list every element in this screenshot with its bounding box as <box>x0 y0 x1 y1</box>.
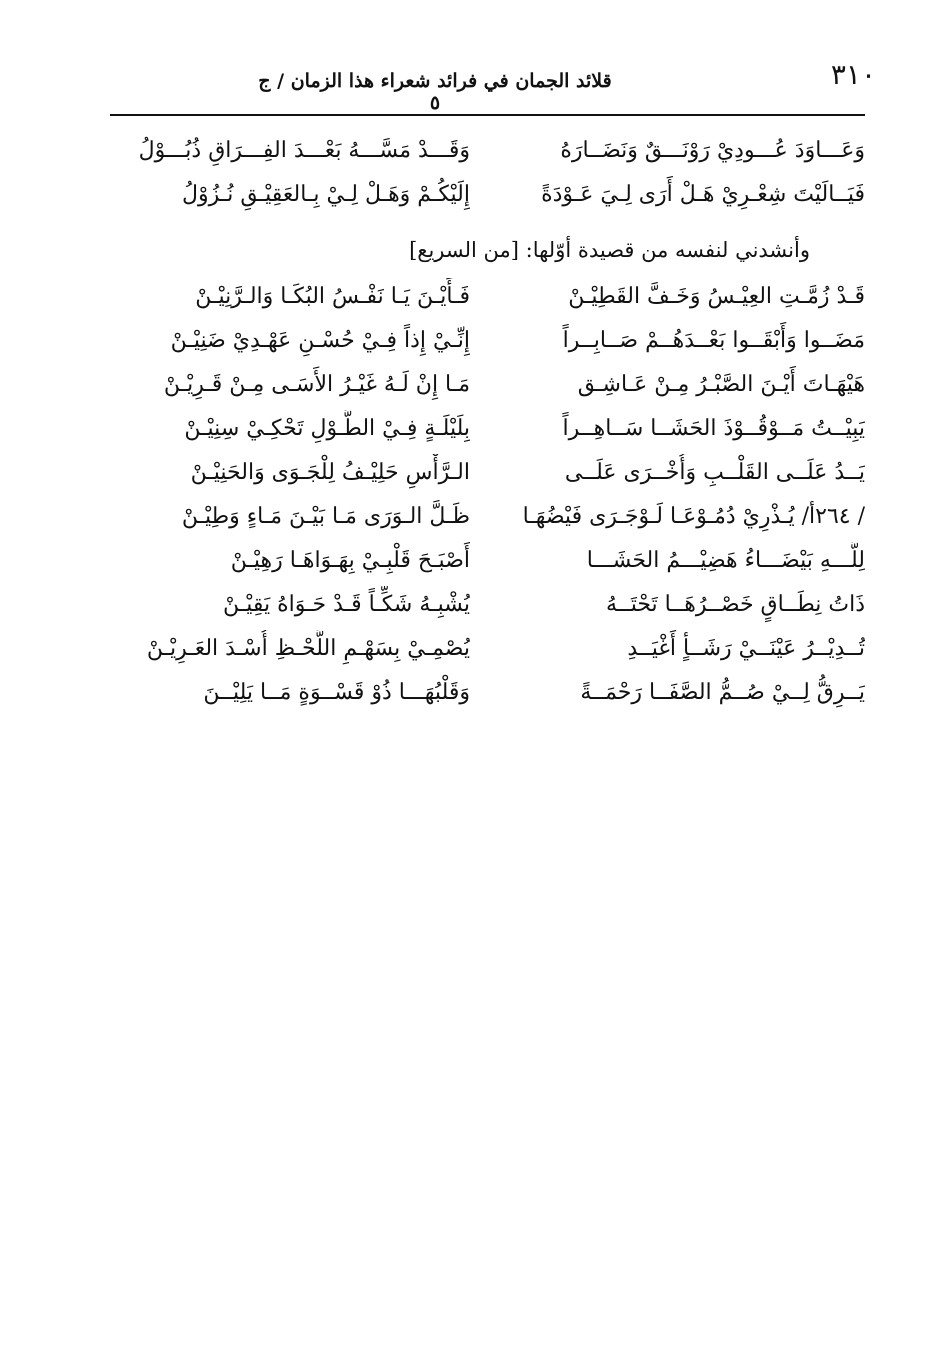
second-hemistich: بِلَيْلَـةٍ فِـيْ الطُّـوْلِ تَحْكِـيْ سِنِيْـنْ <box>184 416 470 441</box>
verse-line <box>110 366 865 404</box>
verse-line <box>110 322 865 360</box>
verse-line <box>110 586 865 624</box>
verse-line <box>110 542 865 580</box>
first-hemistich: هَيْهَـاتَ أَيْـنَ الصَّبْـرُ مِـنْ عَـاشِـق <box>577 372 865 397</box>
first-hemistich: فَيَــالَيْتَ شِعْـرِيْ هَـلْ أَرَى لِـيَ عَـوْدَةً <box>541 182 865 207</box>
second-hemistich: ظَـلَّ الـوَرَى مَـا بَيْـنَ مَـاءٍ وَطِيْـنْ <box>181 504 470 529</box>
verse-line <box>110 410 865 448</box>
page-number: ٣١٠ <box>830 58 876 91</box>
verse-line <box>110 132 865 170</box>
verse-line <box>110 454 865 492</box>
verse-line <box>110 630 865 668</box>
second-hemistich: إِلَيْكُـمْ وَهَـلْ لِـيْ بِـالعَقِيْـقِ نُـزُوْلُ <box>182 182 470 207</box>
second-hemistich: إِنِّـيْ إِذاً فِـيْ حُسْـنِ عَهْـدِيْ ضَنِيْـنْ <box>170 328 470 353</box>
poem-introduction: وأنشدني لنفسه من قصيدة أوّلها: [من السريع] <box>409 238 810 262</box>
verse-line <box>110 176 865 214</box>
second-hemistich: يُشْبِـهُ شَكِّـاً قَـدْ حَـوَاهُ يَقِيْـنْ <box>223 592 470 617</box>
second-hemistich: وَقَـــدْ مَسَّـــهُ بَعْـــدَ الفِـــرَاقِ ذُبُـــوْلُ <box>138 138 470 163</box>
first-hemistich: قَـدْ زُمَّـتِ العِيْـسُ وَخَـفَّ القَطِيْـنْ <box>568 284 865 309</box>
header-rule <box>110 114 865 116</box>
first-hemistich: يَبِيْــتُ مَــوْقُــوْذَ الحَشَــا سَــاهِــراً <box>562 416 865 441</box>
verse-line <box>110 674 865 712</box>
second-hemistich: وَقَلْبُهَـــا ذُوْ قَسْــوَةٍ مَــا يَلِيْــنَ <box>203 680 470 705</box>
first-hemistich: لِلَّـــهِ بَيْضَـــاءُ هَضِيْـــمُ الحَشَـــا <box>586 548 865 573</box>
first-hemistich: يَــدُ عَلَــى القَلْــبِ وَأُخْــرَى عَلَــى <box>564 460 865 485</box>
first-hemistich: مَضَــوا وَأَبْقَــوا بَعْــدَهُــمْ صَــابِــراً <box>562 328 865 353</box>
first-hemistich: ذَاتُ نِطَــاقٍ خَصْــرُهَــا تَحْتَــهُ <box>606 592 865 617</box>
first-hemistich: / ٢٦٤أ/ يُـذْرِيْ دُمُـوْعَـا لَـوْجَـرَى فَيْضُهَـا <box>522 504 865 529</box>
first-hemistich: وَعَـــاوَدَ عُـــودِيْ رَوْنَـــقٌ وَنَضَــارَهُ <box>560 138 865 163</box>
first-hemistich: يَــرِقُّ لِــيْ صُــمُّ الصَّفَــا رَحْمَــةً <box>580 680 865 705</box>
running-title: قلائد الجمان في فرائد شعراء هذا الزمان / ج ٥ <box>258 70 612 114</box>
verse-line <box>110 278 865 316</box>
second-hemistich: الـرَّأْسِ حَلِيْـفُ لِلْجَـوَى وَالحَنِيْـنْ <box>190 460 470 485</box>
second-hemistich: فَـأَيْـنَ يَـا نَفْـسُ البُكَـا وَالـرَّنِيْـنْ <box>195 284 470 309</box>
second-hemistich: مَـا إِنْ لَـهُ غَيْـرُ الأَسَـى مِـنْ قَـرِيْـنْ <box>163 372 470 397</box>
first-hemistich: تُــدِيْــرُ عَيْنَــيْ رَشَــأٍ أَغْيَــدِ <box>627 636 865 661</box>
second-hemistich: يُصْمِـيْ بِسَهْـمِ اللَّحْـظِ أُسْـدَ العَـرِيْـنْ <box>146 636 470 661</box>
verse-line <box>110 498 865 536</box>
second-hemistich: أَصْبَـحَ قَلْبِـيْ بِهَـوَاهَـا رَهِيْـنْ <box>230 548 470 573</box>
